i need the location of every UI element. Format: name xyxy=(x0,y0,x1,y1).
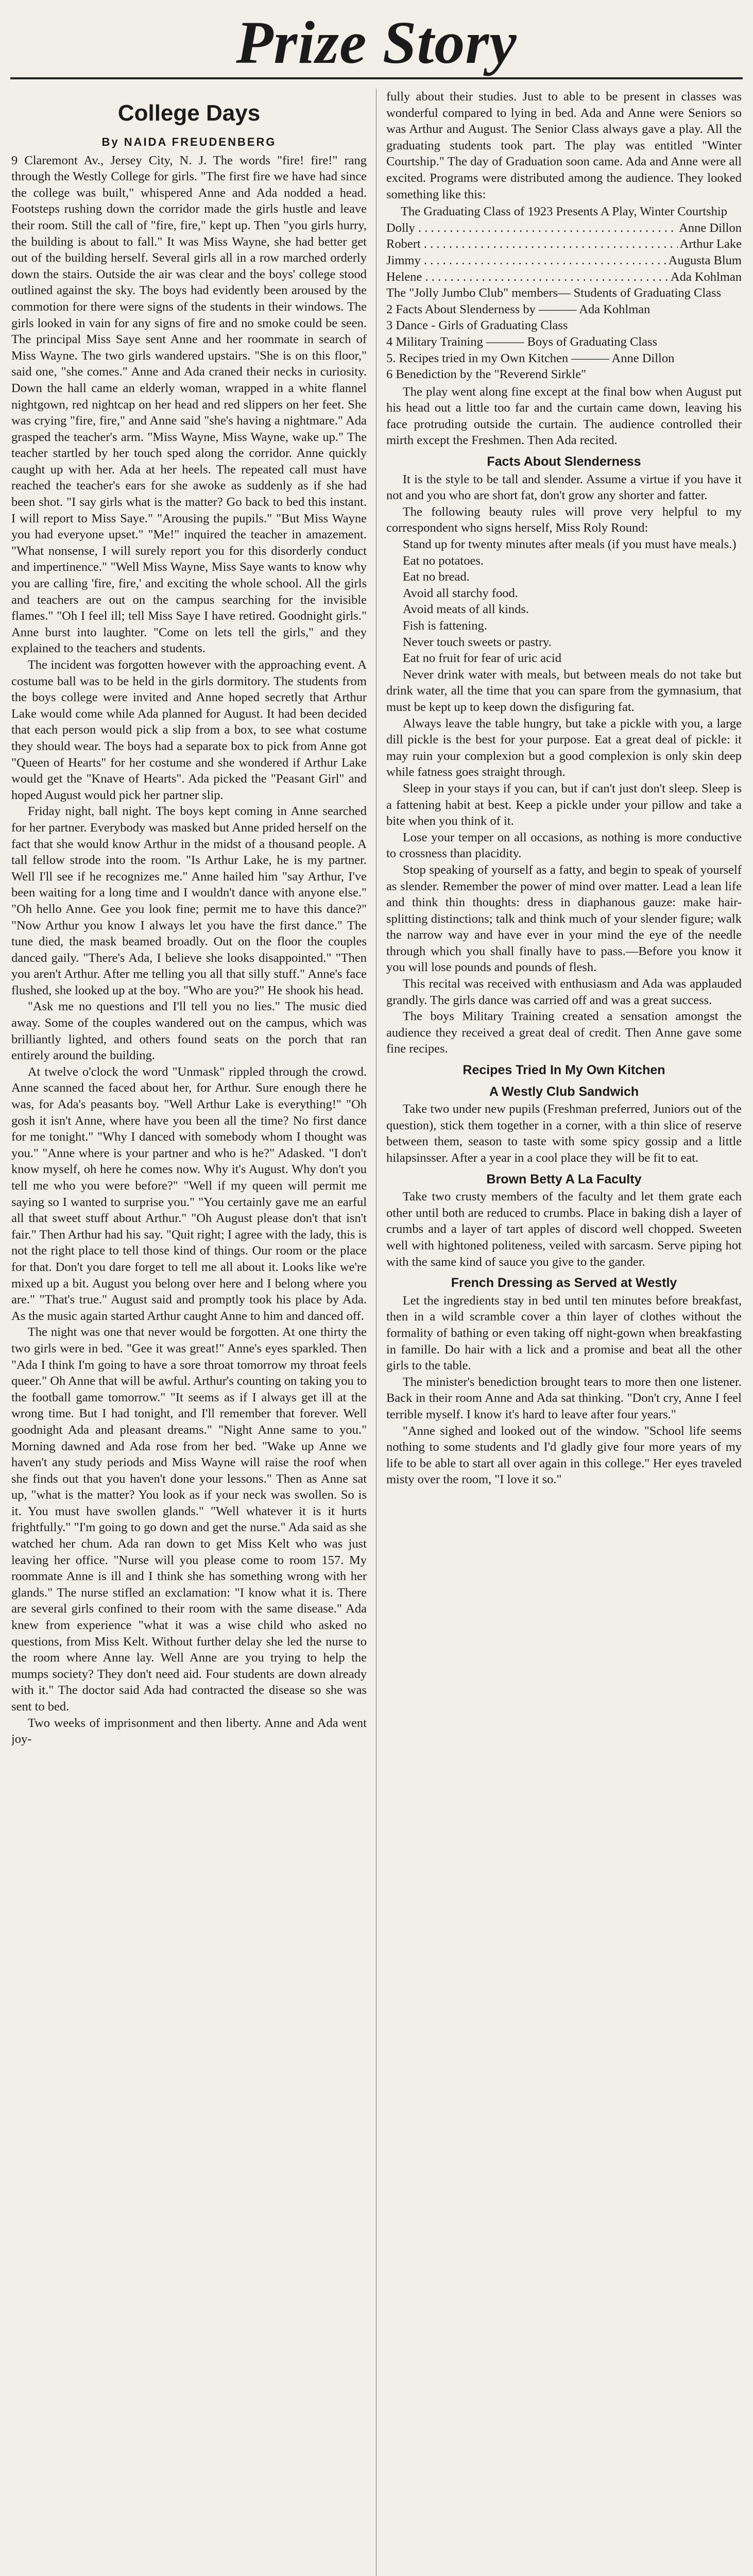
masthead-rule xyxy=(10,77,743,79)
facts-paragraph: Always leave the table hungry, but take a pickle with you, a large dill pickle is the best for your purpose. Eat a great deal of pickle: it may ruin your complexion but a good complexion is only skin deep while fatness goes straight through. xyxy=(386,716,742,779)
program-item: 3 Dance - Girls of Graduating Class xyxy=(386,318,568,333)
facts-paragraph: Lose your temper on all occasions, as nothing is more conductive to crossness than placidity. xyxy=(386,830,742,861)
program-item: 6 Benediction by the "Reverend Sirkle" xyxy=(386,367,587,382)
program-heading: The Graduating Class of 1923 Presents A Play, Winter Courtship xyxy=(401,205,727,219)
cast-row: Jimmy . . . Augusta Blum xyxy=(386,252,742,269)
masthead xyxy=(0,0,753,88)
cast-row: Robert . . . Arthur Lake xyxy=(386,236,742,252)
facts-paragraph: It is the style to be tall and slender. Assume a virtue if you have it not and you who are short fat, don't grow any shorter and fatter. xyxy=(386,472,742,503)
story-paragraph: The incident was forgotten however with the approaching event. A costume ball was to be held in the girls dormitory. The students from the boys college were invited and Anne hoped secretly that Arthur Lake would come while Ada planned for August. It had been decided that each person would pick a slip from a box, to see what costume they should wear. The boys had a separate box to pick from Anne got "Queen of Hearts" for her costume and she wondered if Arthur Lake would get the "Knave of Hearts". Ada picked the "Peasant Girl" and hoped August would pick her partner slip. xyxy=(11,658,367,802)
story-paragraph: The boys Military Training created a sensation amongst the audience they received a great deal of credit. Then Anne gave some fine recipes. xyxy=(386,1009,742,1056)
facts-paragraph: Never drink water with meals, but between meals do not take but drink water, all the time that you can spare from the gymnasium, that must be kept up to keep down the disfiguring fat. xyxy=(386,667,742,714)
story-byline: By NAIDA FREUDENBERG xyxy=(101,135,277,148)
program-item: 2 Facts About Slenderness by ——— Ada Kohlman xyxy=(386,302,651,316)
recipe-paragraph: Take two under new pupils (Freshman preferred, Juniors out of the question), stick them together in a corner, with a thin slice of reserve between them, season to taste with some spicy gossip and a little hilapsinsser. After a year in a cool place they will be fit to eat. xyxy=(386,1102,742,1165)
story-headline: College Days xyxy=(117,100,261,126)
facts-paragraph: Avoid meats of all kinds. xyxy=(402,602,529,617)
story-paragraph: 9 Claremont Av., Jersey City, N. J. The words "fire! fire!" rang through the Westly College for girls. "The first fire we have had since the college was built," whispered Anne and Ada nodded a head. Footsteps rushing down the corridor made the girls hustle and leave their room. Still the call of "fire, fire," kept up. Then "you girls hurry, the building is about to fall." It was Miss Wayne, she had better get out of the building herself. Several girls all in a row marched orderly down the stairs. Outside the air was clear and the boys' college stood outlined against the sky. The boys had evidently been aroused by the commotion for there were signs of the students in their windows. The girls looked in vain for any signs of fire and no smoke could be seen. The principal Miss Saye sent Anne and her roommate in search of Miss Wayne. The two girls wandered upstairs. "She is on this floor," said one, "she comes." Anne and Ada craned their necks in curiosity. Down the hall came an elderly woman, wrapped in a white flannel nightgown, red nightcap on her head and red slippers on her feet. She was crying "fire, fire," and Anne said "she's having a nightmare." Ada grasped the teacher's arm. "Miss Wayne, Miss Wayne, wake up." The teacher startled by her touch sped along the corridor. Anne quickly caught up with her. Ada at her heels. The repeated call must have reached the teacher's ears for she awoke as suddenly as if she had been shot. "I say girls what is the matter? Go back to bed this instant. I will report to Miss Saye." "Arousing the pupils." "But Miss Wayne you had everyone upset." "Me!" inquired the teacher in amazement. "What nonsense, I will surely report you for this disorderly conduct and impertinence." "Well Miss Wayne, Miss Saye wants to know why you are calling 'fire, fire,' and exciting the whole school. All the girls and teachers are out on the campus searching for the invisible flames." "Oh I feel ill; tell Miss Saye I have retired. Goodnight girls." Anne burst into laughter. "Come on lets tell the girls," and they explained to the teachers and students. xyxy=(11,153,367,656)
story-paragraph: Two weeks of imprisonment and then liberty. Anne and Ada went joy- xyxy=(11,1716,367,1747)
french-dressing-heading: French Dressing as Served at Westly xyxy=(451,1276,677,1291)
story-paragraph: The play went along fine except at the final bow when August put his head out a little too far and the curtain came down, leaving his face protruding outside the curtain. The audience controlled their mirth except the Freshmen. Then Ada recited. xyxy=(386,384,742,448)
facts-paragraph: Stop speaking of yourself as a fatty, and begin to speak of yourself as slender. Remember the power of mind over matter. Lead a lean life and think thin thoughts: dress in diaphanous gauze: make hair-splitting distinctions; talk and think much of your slender figure; walk the narrow way and have ever in your mind the eye of the needle through which you shall finally have to pass.—Before you know it you will lose pounds and pounds of flesh. xyxy=(386,862,742,975)
facts-paragraph: Fish is fattening. xyxy=(402,619,487,633)
facts-paragraph: Eat no potatoes. xyxy=(402,553,484,568)
recipe-subheading: A Westly Club Sandwich xyxy=(489,1084,639,1099)
cast-row: Helene . . . Ada Kohlman xyxy=(386,269,742,285)
story-paragraph: fully about their studies. Just to able to be present in classes was wonderful compared to lying in bed. Ada and Anne were Seniors so was Arthur and August. The Senior Class always gave a play. All the graduating students took part. The play was entitled "Winter Courtship." The day of Graduation soon came. Ada and Anne were all excited. Programs were distributed among the audience. They looked something like this: xyxy=(386,90,742,201)
play-program xyxy=(386,204,742,383)
program-item: 4 Military Training ——— Boys of Graduating Class xyxy=(386,334,658,349)
cast-row: Dolly . . . Anne Dillon xyxy=(386,220,742,236)
story-paragraph: "Anne sighed and looked out of the window. "School life seems nothing to some students and I'd gladly give four more years of my life to be able to start all over again in this college." Her eyes traveled misty over the room, "I love it so." xyxy=(386,1423,742,1487)
story-paragraph: "Ask me no questions and I'll tell you no lies." The music died away. Some of the couples wandered out on the campus, which was brilliantly lighted, and others found seats on the porch that ran entirely around the building. xyxy=(11,999,367,1063)
section-title: Prize Story xyxy=(236,9,517,76)
program-item: The "Jolly Jumbo Club" members— Students of Graduating Class xyxy=(386,286,722,300)
facts-paragraph: Sleep in your stays if you can, but if can't just don't sleep. Sleep is a fattening habit at best. Keep a pickle under your pillow and take a bite when you think of it. xyxy=(386,781,742,828)
brown-betty-heading: Brown Betty A La Faculty xyxy=(486,1172,642,1187)
facts-paragraph: Eat no bread. xyxy=(402,570,470,584)
facts-paragraph: Never touch sweets or pastry. xyxy=(402,635,552,649)
recipes-heading: Recipes Tried In My Own Kitchen xyxy=(463,1063,665,1078)
facts-paragraph: Eat no fruit for fear of uric acid xyxy=(402,651,561,666)
story-column-right xyxy=(386,89,742,2576)
story-paragraph: Friday night, ball night. The boys kept coming in Anne searched for her partner. Everybody was masked but Anne prided herself on the fact that she would know Arthur in the midst of a thousand people. A tall fellow strode into the room. "Is Arthur Lake, he is my partner. Well I'll see if he recognizes me." Anne hailed him "say Arthur, I've been waiting for a long time and I wouldn't dance with anyone else." "Oh hello Anne. Gee you look fine; permit me to have this dance?" "Now Arthur you know I always let you have the first dance." The tune died, the mask beamed broadly. Out on the floor the couples danced gaily. "There's Ada, I believe she looks disappointed." "Then you aren't Arthur. After me telling you all that silly stuff." Anne's face flushed, she looked up at the boy. "Who are you?" He shook his head. xyxy=(11,804,367,997)
story-paragraph: At twelve o'clock the word "Unmask" rippled through the crowd. Anne scanned the faced about her, for Arthur. Sure enough there he was, for Ada's peasants boy. "Well Arthur Lake is everything!" "Oh gosh it isn't Anne, where have you been all the time? No first dance for me tonight." "Why I danced with somebody whom I thought was you." "Anne where is your partner and who is he?" Adasked. "I don't know myself, oh here he comes now. Why it's August. Why don't you tell me who you were before?" "Well if my queen will permit me saying so I wanted to surprise you." "You certainly gave me an earful all that sweet stuff about Arthur." "Oh August please don't that isn't fair." Then Arthur had his say. "Quit right; I agree with the lady, this is not the right place to tell those kind of things. Our room or the place for that. Don't you dare forget to tell me all about it. Looks like we're mixed up a bit. August you belong over here and I belong where you are." "That's true." August said and promptly took his place by Ada. As the music again started Arthur caught Anne to him and danced off. xyxy=(11,1064,367,1323)
recipe-paragraph: Take two crusty members of the faculty and let them grate each other until both are reduced to crumbs. Place in baking dish a layer of crumbs and a layer of tart apples of discord well chopped. Sweeten well with hightoned politeness, veiled with sarcasm. Serve piping hot with the same kind of sauce you give to the gander. xyxy=(386,1190,742,1269)
facts-heading: Facts About Slenderness xyxy=(487,454,641,469)
story-paragraph: This recital was received with enthusiasm and Ada was applauded grandly. The girls dance was carried off and was a great success. xyxy=(386,977,742,1007)
facts-paragraph: Avoid all starchy food. xyxy=(402,586,518,600)
story-paragraph: The night was one that never would be forgotten. At one thirty the two girls were in bed. "Gee it was great!" Anne's eyes sparkled. Then "Ada I think I'm going to have a sore throat tomorrow my throat feels queer." Oh Anne that will be awful. Arthur's counting on taking you to the football game tomorrow." "It seems as if I always get ill at the wrong time. But I had tonight, and I'll remember that forever. Well goodnight Ada and pleasant dreams." "Night Anne same to you." Morning dawned and Ada rose from her bed. "Wake up Anne we haven't any study periods and Miss Wayne will raise the roof when she finds out that you haven't done your lessons." Then as Anne sat up, "what is the matter? You look as if your neck was swollen. So is it. You must have swollen glands." "Well whatever it is it hurts frightfully." "I'm going to go down and get the nurse." Ada said as she watched her chum. Ada ran down to get Miss Kelt who was just leaving her office. "Nurse will you please come to room 157. My roommate Anne is ill and I think she has something wrong with her glands." The nurse stifled an exclamation: "I know what it is. There are several girls confined to their room with the same disease." Ada knew from experience "what it was a wise child who asked no questions, from Miss Kelt. Without further delay she led the nurse to the room where Anne lay. Well Anne are you trying to help the mumps society? They don't need aid. Four students are down already with it." The doctor said Ada had contracted the disease so she was sent to bed. xyxy=(11,1325,367,1714)
program-item: 5. Recipes tried in my Own Kitchen ——— Anne Dillon xyxy=(386,351,675,365)
recipe-paragraph: Let the ingredients stay in bed until ten minutes before breakfast, then in a wild scramble cover a thin layer of clothes without the formality of bathing or even taking off night-gown when breakfasting in famille. Do hair with a lick and a promise and beat all the other girls to the table. xyxy=(386,1293,742,1373)
story-paragraph: The minister's benediction brought tears to more then one listener. Back in their room Anne and Ada sat thinking. "Don't cry, Anne I feel terrible myself. I know it's hard to leave after four years." xyxy=(386,1375,742,1421)
facts-paragraph: The following beauty rules will prove very helpful to my correspondent who signs herself, Miss Roly Round: xyxy=(386,504,742,535)
facts-paragraph: Stand up for twenty minutes after meals (if you must have meals.) xyxy=(402,537,737,552)
story-column-left xyxy=(11,89,367,2576)
